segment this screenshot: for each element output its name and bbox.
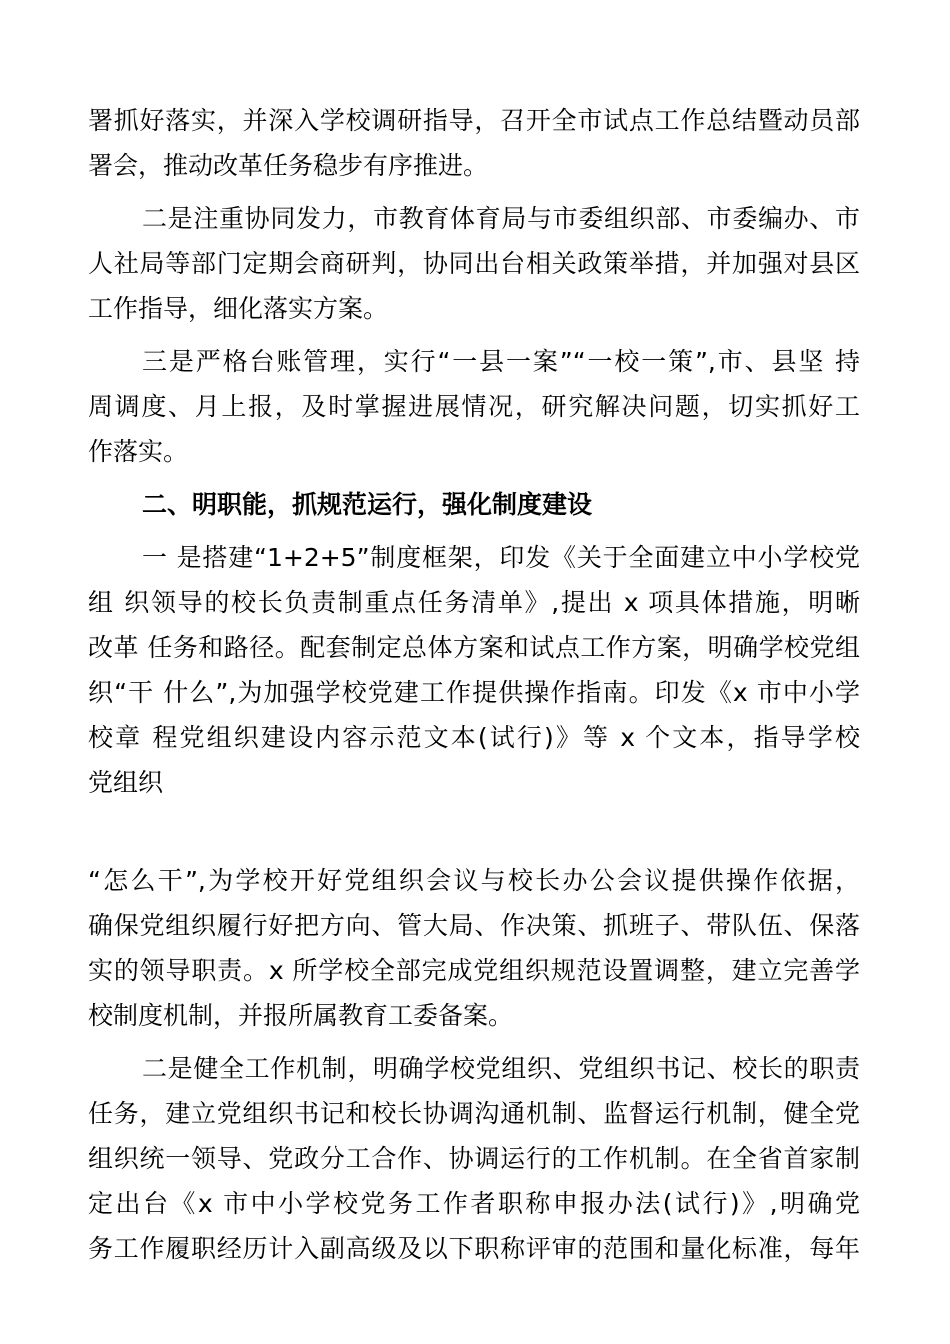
text-line: 织“干 什么”,为加强学校党建工作提供操作指南。印发《x 市中小学 [88, 678, 860, 707]
text-line: 确保党组织履行好把方向、管大局、作决策、抓班子、带队伍、保落 [88, 911, 860, 940]
text-line: 校章 程党组织建设内容示范文本(试行)》等 x 个文本，指导学校 [88, 723, 860, 752]
section-heading: 二、明职能，抓规范运行，强化制度建设 [142, 490, 593, 519]
paragraph-start: 一 是搭建“1+2+5”制度框架，印发《关于全面建立中小学校党 [142, 543, 860, 572]
text-line: 组织统一领导、党政分工合作、协调运行的工作机制。在全省首家制 [88, 1144, 860, 1173]
text-line: 任务，建立党组织书记和校长协调沟通机制、监督运行机制，健全党 [88, 1099, 860, 1128]
paragraph-start: 三是严格台账管理，实行“一县一案”“一校一策”,市、县坚 持 [142, 347, 860, 376]
text-line: 周调度、月上报，及时掌握进展情况，研究解决问题，切实抓好工 [88, 392, 860, 421]
paragraph-start: 二是健全工作机制，明确学校党组织、党组织书记、校长的职责 [142, 1054, 860, 1083]
text-line: 作落实。 [88, 437, 189, 466]
text-line: 校制度机制，并报所属教育工委备案。 [88, 1001, 514, 1030]
text-line: 组 织领导的校长负责制重点任务清单》,提出 x 项具体措施，明晰 [88, 588, 860, 617]
text-line: 人社局等部门定期会商研判，协同出台相关政策举措，并加强对县区 [88, 249, 860, 278]
text-line: 定出台《x 市中小学校党务工作者职称申报办法(试行)》,明确党 [88, 1189, 860, 1218]
text-line: 署会，推动改革任务稳步有序推进。 [88, 151, 489, 180]
document-body [88, 98, 860, 1271]
text-line: 改革 任务和路径。配套制定总体方案和试点工作方案，明确学校党组 [88, 633, 860, 662]
text-line: “怎么干”,为学校开好党组织会议与校长办公会议提供操作依据， [88, 866, 860, 895]
text-line: 署抓好落实，并深入学校调研指导，召开全市试点工作总结暨动员部 [88, 106, 860, 135]
paragraph-start: 二是注重协同发力，市教育体育局与市委组织部、市委编办、市 [142, 204, 860, 233]
text-line: 实的领导职责。x 所学校全部完成党组织规范设置调整，建立完善学 [88, 956, 860, 985]
text-line: 党组织 [88, 768, 164, 797]
text-line: 务工作履职经历计入副高级及以下职称评审的范围和量化标准，每年 [88, 1234, 860, 1263]
text-line: 工作指导，细化落实方案。 [88, 294, 389, 323]
